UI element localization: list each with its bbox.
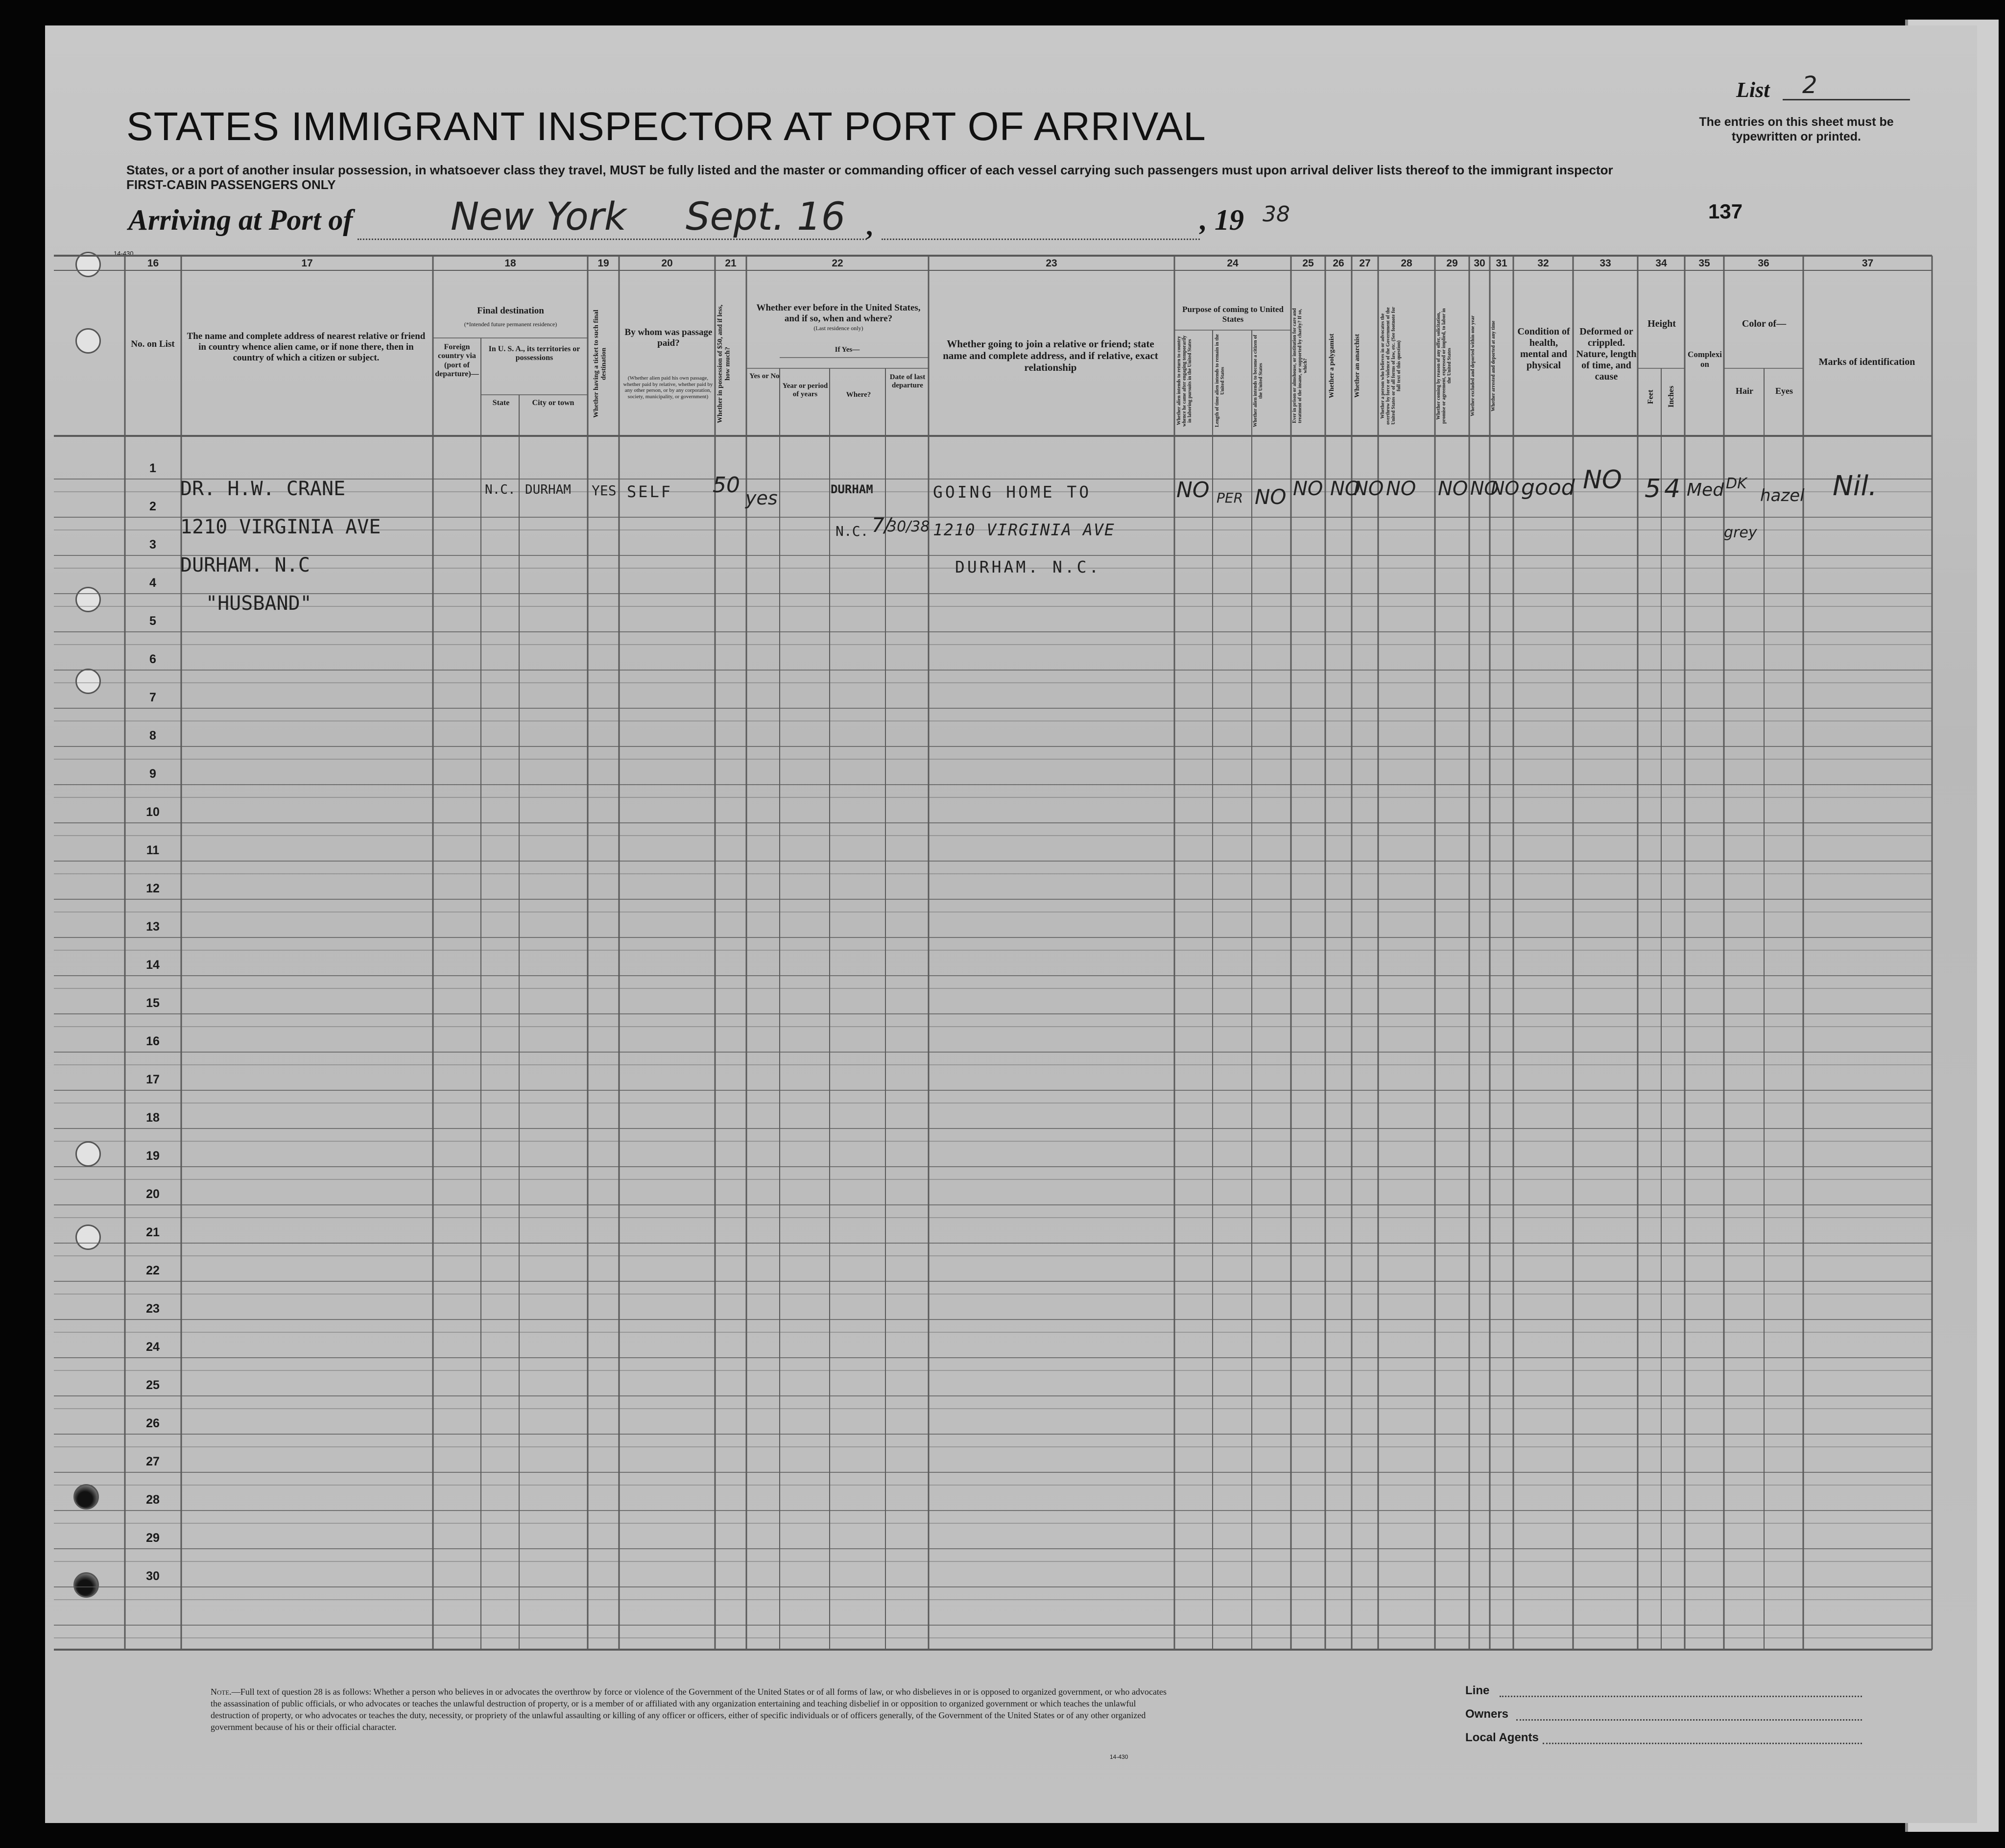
row-number: 29 [146, 1531, 160, 1545]
identification-marks: Nil. [1833, 470, 1877, 502]
header-in-usa: In U. S. A., its territories or possessions [488, 345, 580, 362]
row-number: 22 [146, 1264, 160, 1277]
arrival-port: New York [451, 195, 626, 239]
header-before-in-us-note: (Last residence only) [813, 325, 863, 332]
answer-prison: NO [1293, 478, 1323, 500]
joining-line-3: DURHAM. N.C. [955, 557, 1101, 576]
row-number: 26 [146, 1416, 160, 1430]
column-number: 23 [1046, 258, 1057, 269]
header-passage-paid: By whom was passage paid? [624, 327, 713, 348]
page-number: 137 [1708, 200, 1743, 223]
row-number: 13 [146, 920, 160, 934]
row-number: 7 [149, 691, 156, 704]
health-condition: good [1521, 475, 1575, 500]
header-yes-no: Yes or No [749, 372, 780, 380]
answer-excluded: NO [1470, 478, 1499, 499]
header-fifty-dollars: Whether in possession of $50, and if less, how much? [716, 304, 732, 424]
column-number: 22 [832, 258, 843, 269]
relative-relationship: "HUSBAND" [206, 592, 312, 615]
year-suffix: 38 [1263, 202, 1290, 227]
purpose-citizen: NO [1255, 485, 1287, 509]
header-hair: Hair [1736, 386, 1753, 396]
header-final-destination: Final destination [477, 306, 544, 316]
header-before-in-us: Whether ever before in the United States, and if so, when and where? [756, 303, 921, 324]
deformed-answer: NO [1583, 465, 1622, 495]
row-number: 8 [149, 729, 156, 743]
height-feet: 5 [1645, 474, 1661, 504]
hair-color-2: grey [1724, 524, 1757, 541]
row-number: 20 [146, 1187, 160, 1201]
column-number: 33 [1599, 258, 1611, 269]
header-inches: Inches [1667, 385, 1675, 408]
row-number: 10 [146, 805, 160, 819]
row-number: 6 [149, 652, 156, 666]
last-residence-state: N.C. [835, 523, 869, 539]
arriving-label: Arriving at Port of [128, 204, 353, 236]
form-code: 14-430 [114, 250, 134, 257]
line-label: Line [1465, 1684, 1490, 1697]
destination-state: N.C. [485, 482, 516, 497]
line-field [1500, 1696, 1862, 1697]
row-number: 14 [146, 958, 160, 972]
year-prefix: , 19 [1200, 204, 1244, 236]
column-number: 21 [725, 258, 737, 269]
row-number: 4 [149, 576, 156, 590]
relative-name: DR. H.W. CRANE [180, 478, 346, 500]
footnote-question-28 [211, 1686, 1170, 1733]
header-city: City or town [532, 399, 574, 407]
column-number: 27 [1359, 258, 1371, 269]
column-number: 25 [1302, 258, 1314, 269]
local-agents-field [1543, 1743, 1862, 1744]
header-purpose-return: Whether alien intends to return to country whence he came after engaging temporarily in laboring pursuits in the United States [1176, 335, 1193, 427]
row-number: 17 [146, 1073, 160, 1086]
column-number: 34 [1655, 258, 1667, 269]
passage-paid-by: SELF [627, 482, 673, 501]
row-number: 5 [149, 614, 156, 628]
column-number: 36 [1758, 258, 1769, 269]
row-number: 30 [146, 1569, 160, 1583]
owners-label: Owners [1465, 1707, 1509, 1721]
header-health: Condition of health, mental and physical [1517, 326, 1570, 371]
header-ticket: Whether having a ticket to such final destination [593, 310, 608, 418]
header-where: Where? [846, 391, 871, 399]
column-number: 29 [1446, 258, 1458, 269]
first-cabin-label: FIRST-CABIN PASSENGERS ONLY [126, 177, 336, 192]
header-purpose-citizen: Whether alien intends to become a citizen of the United States [1253, 335, 1264, 427]
row-number: 21 [146, 1225, 160, 1239]
answer-anarchist: NO [1354, 478, 1384, 500]
before-in-us: yes [745, 487, 778, 509]
complexion: Med [1687, 480, 1724, 500]
header-anarchist: Whether an anarchist [1354, 334, 1361, 398]
row-number: 24 [146, 1340, 160, 1354]
row-number: 2 [149, 500, 156, 513]
column-number: 31 [1496, 258, 1507, 269]
column-number: 19 [597, 258, 609, 269]
header-date-departure: Date of last departure [889, 373, 926, 390]
row-number: 23 [146, 1302, 160, 1316]
row-number: 19 [146, 1149, 160, 1163]
purpose-return: NO [1176, 478, 1210, 503]
header-foreign-country: Foreign country via (port of departure)— [435, 343, 479, 379]
column-number: 24 [1227, 258, 1239, 269]
header-marks: Marks of identification [1818, 357, 1915, 367]
list-label: List [1736, 78, 1770, 102]
column-number: 20 [661, 258, 673, 269]
column-number: 26 [1333, 258, 1344, 269]
height-inches: 4 [1664, 474, 1681, 504]
header-final-destination-note: (*Intended future permanent residence) [464, 321, 557, 328]
header-state: State [492, 399, 510, 407]
header-instructions: States, or a port of another insular possession, in whatsoever class they travel, MUST be fully listed and the master or commanding officer of each vessel carrying such passengers must upon arrival deliver lists thereof to the immigrant inspector [126, 163, 1613, 177]
money-amount: 50 [713, 473, 740, 498]
header-excluded: Whether excluded and deported within one year [1470, 315, 1476, 416]
departure-month: 7/ [872, 514, 891, 537]
header-labor-offer: Whether coming by reason of any offer, solicitation, promise or agreement, expressed or implied, to labor in the United States [1436, 308, 1452, 424]
page-title: STATES IMMIGRANT INSPECTOR AT PORT OF ARRIVAL [126, 104, 1206, 149]
eye-color: hazel [1760, 486, 1805, 505]
header-eyes: Eyes [1775, 386, 1793, 396]
header-no-on-list: No. on List [131, 339, 175, 349]
destination-city: DURHAM [525, 482, 571, 497]
column-number: 16 [147, 258, 159, 269]
joining-line-1: GOING HOME TO [933, 482, 1092, 502]
row-number: 11 [146, 843, 160, 857]
column-number: 18 [504, 258, 516, 269]
departure-day-year: 30/38 [887, 518, 930, 535]
joining-line-2: 1210 VIRGINIA AVE [933, 520, 1115, 539]
header-nearest-relative: The name and complete address of nearest relative or friend in country whence alien came, or if none there, then in country of which a citizen or subject. [187, 331, 426, 363]
answer-deported: NO [1491, 478, 1520, 499]
last-residence-city: DURHAM [831, 482, 873, 496]
header-deformed: Deformed or crippled. Nature, length of time, and cause [1576, 326, 1637, 382]
header-height: Height [1647, 318, 1676, 329]
footnote-lead: Note. [211, 1687, 232, 1697]
header-color: Color of— [1742, 318, 1787, 329]
answer-labor-offer: NO [1438, 478, 1468, 500]
row-number: 15 [146, 996, 160, 1010]
header-polygamist: Whether a polygamist [1328, 334, 1336, 398]
footnote-text: —Full text of question 28 is as follows: Whether a person who believes in or advocates the overthrow by force or violence of the Government of the United States or of all forms of law, or who disbelieves in or is opposed to organized government, or who advocates the assassination of public officials, or who advocates or teaches the unlawful destruction of property, or is a member of or affiliated with any organization entertaining and teaching disbelief in or opposition to organized government or which teaches the unlawful destruction of property, or who advocates or teaches the duty, necessity, or propriety of the unlawful assaulting or killing of any officer or officers, either of specific individuals or of officers generally, of the Government of the United States or of any other organized government because of his or their official character. [211, 1687, 1167, 1732]
header-feet: Feet [1647, 389, 1655, 404]
row-number: 1 [149, 461, 156, 475]
list-number: 2 [1802, 72, 1817, 99]
row-number: 12 [146, 882, 160, 895]
arrival-date: Sept. 16 [686, 195, 846, 239]
row-number: 28 [146, 1493, 160, 1507]
header-if-yes: If Yes— [835, 346, 860, 354]
footer-form-code: 14-430 [1110, 1753, 1128, 1760]
header-question-28: Whether a person who believes in or advocates the overthrow by force or violence of the Government of the United States or of all forms of law, etc. (See footnote for full text of this question) [1380, 307, 1402, 425]
relative-street: 1210 VIRGINIA AVE [180, 516, 381, 538]
column-number: 28 [1401, 258, 1412, 269]
column-number: 37 [1862, 258, 1874, 269]
column-number: 17 [301, 258, 313, 269]
answer-polygamist: NO [1330, 478, 1361, 500]
header-purpose-length: Length of time alien intends to remain in the United States [1215, 334, 1225, 428]
answer-question-28: NO [1386, 478, 1416, 500]
header-purpose: Purpose of coming to United States [1182, 305, 1284, 324]
header-year: Year or period of years [782, 382, 828, 399]
row-number: 18 [146, 1111, 160, 1125]
column-number: 35 [1698, 258, 1710, 269]
row-number: 16 [146, 1034, 160, 1048]
header-complexion: Complexion [1688, 350, 1722, 369]
header-passage-paid-note: (Whether alien paid his own passage, whether paid by relative, whether paid by any other person, or by any corporation, society, municipality, or government) [623, 375, 713, 400]
column-number: 30 [1474, 258, 1485, 269]
hair-color: DK [1726, 475, 1747, 492]
header-joining-relative: Whether going to join a relative or friend; state name and complete address, and if relative, exact relationship [943, 338, 1158, 374]
row-number: 3 [149, 538, 156, 552]
row-number: 25 [146, 1378, 160, 1392]
row-number: 27 [146, 1455, 160, 1468]
header-prison: Ever in prison or almshouse, or institution for care and treatment of the insane, or supported by charity? If so, which? [1292, 308, 1308, 424]
typewritten-note: The entries on this sheet must be typewritten or printed. [1699, 115, 1894, 144]
purpose-length: PER [1217, 490, 1243, 506]
column-number: 32 [1537, 258, 1549, 269]
owners-field [1516, 1719, 1862, 1721]
ticket-answer: YES [592, 482, 617, 499]
row-number: 9 [149, 767, 156, 781]
local-agents-label: Local Agents [1465, 1731, 1539, 1744]
relative-city: DURHAM. N.C [180, 554, 310, 576]
header-deported: Whether arrested and deported at any time [1491, 320, 1496, 411]
